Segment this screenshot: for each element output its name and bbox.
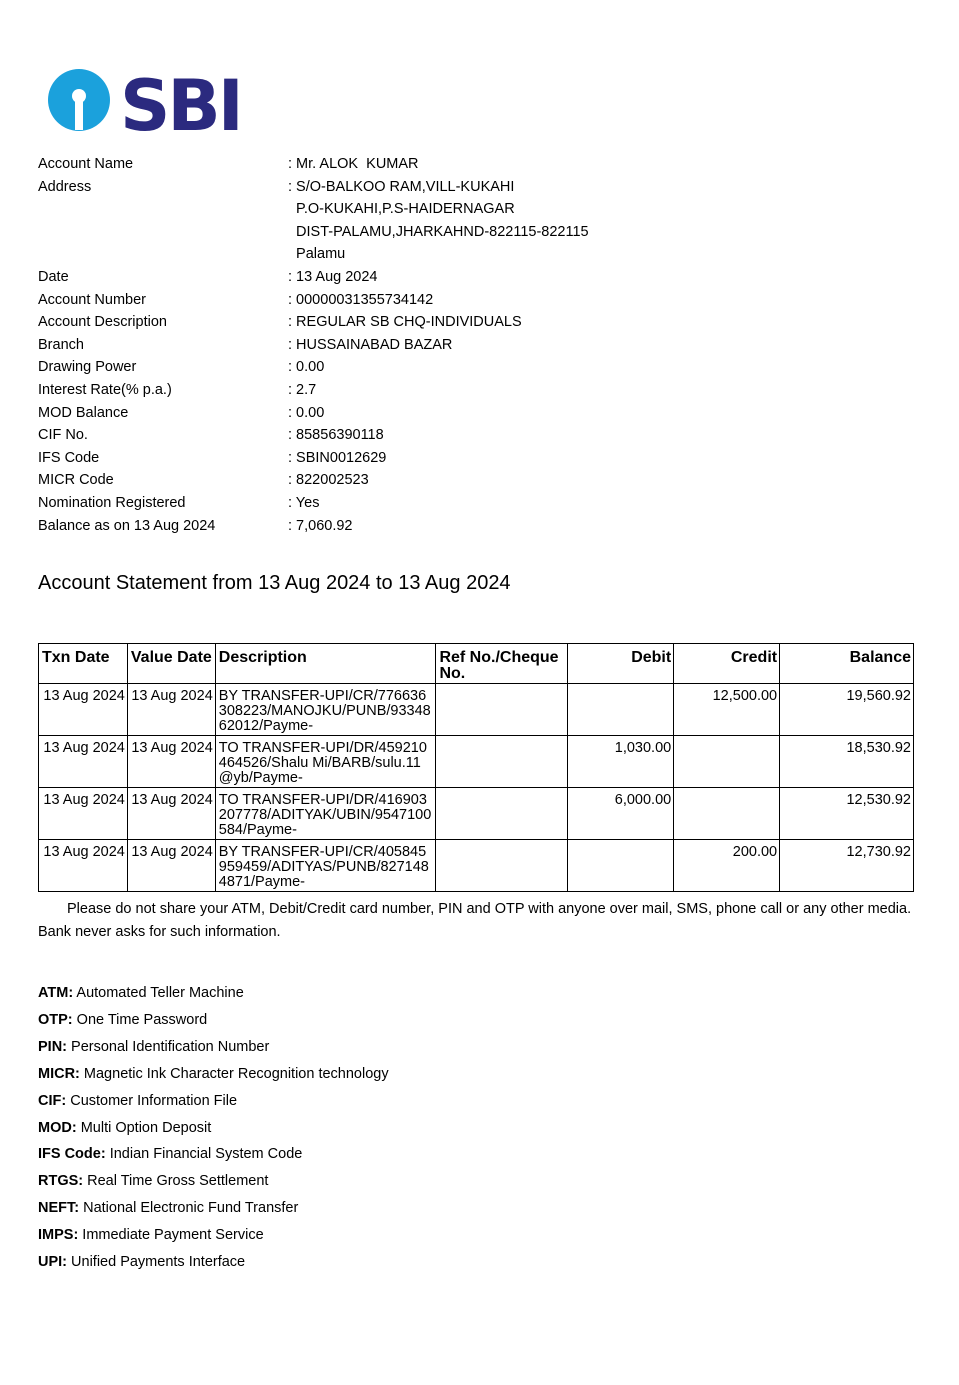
info-label: IFS Code bbox=[38, 449, 100, 466]
value-date-cell: 13 Aug 2024 bbox=[127, 788, 215, 840]
info-value-line: : S/O-BALKOO RAM,VILL-KUKAHI bbox=[288, 178, 515, 195]
glossary-definition: Indian Financial System Code bbox=[105, 1146, 303, 1163]
table-header-row bbox=[39, 644, 914, 684]
info-label: Branch bbox=[38, 336, 84, 353]
glossary-term: CIF: bbox=[38, 1092, 67, 1109]
col-header-debit: Debit bbox=[568, 644, 674, 684]
info-row bbox=[38, 492, 589, 515]
glossary-item bbox=[38, 1034, 389, 1061]
txn-date-cell: 13 Aug 2024 bbox=[39, 736, 128, 788]
info-row bbox=[38, 469, 589, 492]
info-row bbox=[38, 402, 589, 425]
txn-date-cell: 13 Aug 2024 bbox=[39, 788, 128, 840]
glossary-item bbox=[38, 1168, 389, 1195]
info-value-line: P.O-KUKAHI,P.S-HAIDERNAGAR bbox=[288, 201, 515, 218]
balance-cell: 18,530.92 bbox=[780, 736, 914, 788]
glossary-term: PIN: bbox=[38, 1038, 67, 1055]
description-cell bbox=[215, 840, 436, 892]
value-date-cell: 13 Aug 2024 bbox=[127, 684, 215, 736]
description-text: BY TRANSFER-UPI/CR/776636308223/MANOJKU/PUNB/9334862012/Payme- bbox=[218, 689, 431, 734]
table-row bbox=[39, 840, 914, 892]
info-row bbox=[38, 334, 589, 357]
info-value: : 7,060.92 bbox=[288, 517, 353, 534]
debit-cell: 1,030.00 bbox=[568, 736, 674, 788]
security-notice: Please do not share your ATM, Debit/Credit card number, PIN and OTP with anyone over mail, SMS, phone call or any other media. Bank never asks for such information. bbox=[38, 901, 912, 940]
glossary-definition: Real Time Gross Settlement bbox=[83, 1173, 269, 1190]
col-header-credit: Credit bbox=[674, 644, 780, 684]
glossary-term: ATM: bbox=[38, 985, 74, 1001]
col-header-balance: Balance bbox=[780, 644, 914, 684]
info-label: Drawing Power bbox=[38, 359, 137, 376]
info-row bbox=[38, 515, 589, 538]
info-label: Address bbox=[38, 178, 92, 195]
glossary-term: UPI: bbox=[38, 1254, 67, 1271]
glossary-term: NEFT: bbox=[38, 1200, 80, 1217]
glossary-definition: Automated Teller Machine bbox=[73, 985, 244, 1001]
info-value: : 2.7 bbox=[288, 381, 317, 398]
debit-cell: 6,000.00 bbox=[568, 788, 674, 840]
info-row bbox=[38, 311, 589, 334]
description-cell bbox=[215, 788, 436, 840]
info-label: CIF No. bbox=[38, 427, 88, 444]
info-label: Interest Rate(% p.a.) bbox=[38, 381, 172, 398]
info-label: Account Number bbox=[38, 291, 146, 308]
col-header-txn-date: Txn Date bbox=[39, 644, 128, 684]
info-label: Account Name bbox=[38, 156, 134, 172]
debit-cell bbox=[568, 684, 674, 736]
info-label: Nomination Registered bbox=[38, 494, 186, 511]
glossary-term: RTGS: bbox=[38, 1173, 84, 1190]
info-row bbox=[38, 153, 589, 176]
col-header-description: Description bbox=[215, 644, 436, 684]
table-row bbox=[39, 788, 914, 840]
info-row bbox=[38, 289, 589, 312]
value-date-cell: 13 Aug 2024 bbox=[127, 840, 215, 892]
glossary-definition: Multi Option Deposit bbox=[76, 1119, 212, 1136]
info-row bbox=[38, 424, 589, 447]
table-row bbox=[39, 684, 914, 736]
info-row bbox=[38, 356, 589, 379]
glossary-item bbox=[38, 1222, 389, 1249]
glossary-definition: One Time Password bbox=[72, 1011, 208, 1028]
description-text: TO TRANSFER-UPI/DR/459210464526/Shalu Mi/BARB/sulu.11@yb/Payme- bbox=[218, 741, 427, 786]
ref-no-cell bbox=[436, 736, 568, 788]
info-value-line: DIST-PALAMU,JHARKAHND-822115-822115 bbox=[288, 223, 589, 240]
glossary-definition: Customer Information File bbox=[66, 1092, 238, 1109]
glossary-term: OTP: bbox=[38, 1011, 73, 1028]
glossary-term: MICR: bbox=[38, 1065, 80, 1082]
txn-date-cell: 13 Aug 2024 bbox=[39, 684, 128, 736]
glossary-definition: Magnetic Ink Character Recognition technology bbox=[79, 1065, 389, 1082]
description-cell bbox=[215, 684, 436, 736]
description-text: TO TRANSFER-UPI/DR/416903207778/ADITYAK/UBIN/9547100584/Payme- bbox=[218, 793, 432, 838]
glossary-item bbox=[38, 1195, 389, 1222]
info-value: : 0.00 bbox=[288, 359, 325, 376]
txn-date-cell: 13 Aug 2024 bbox=[39, 840, 128, 892]
balance-cell: 12,730.92 bbox=[780, 840, 914, 892]
ref-no-cell bbox=[436, 788, 568, 840]
info-value: : REGULAR SB CHQ-INDIVIDUALS bbox=[288, 314, 522, 331]
info-value: : 85856390118 bbox=[288, 427, 384, 444]
glossary bbox=[38, 980, 389, 1276]
info-row bbox=[38, 447, 589, 470]
credit-cell: 12,500.00 bbox=[674, 684, 780, 736]
balance-cell: 19,560.92 bbox=[780, 684, 914, 736]
info-value: : 00000031355734142 bbox=[288, 291, 434, 308]
glossary-definition: Immediate Payment Service bbox=[78, 1227, 264, 1244]
info-value-line: Palamu bbox=[288, 246, 346, 263]
info-value: : Mr. ALOK KUMAR bbox=[288, 156, 419, 172]
info-value: : Yes bbox=[288, 494, 320, 511]
info-value: : SBIN0012629 bbox=[288, 449, 387, 466]
sbi-logo bbox=[46, 64, 246, 140]
glossary-item bbox=[38, 1088, 389, 1115]
glossary-term: IMPS: bbox=[38, 1227, 79, 1244]
col-header-ref-no: Ref No./Cheque No. bbox=[436, 644, 568, 684]
glossary-item bbox=[38, 1007, 389, 1034]
info-label: MICR Code bbox=[38, 472, 114, 489]
info-value: : HUSSAINABAD BAZAR bbox=[288, 336, 453, 353]
account-info bbox=[38, 153, 589, 537]
info-label: MOD Balance bbox=[38, 404, 129, 421]
info-value: : 822002523 bbox=[288, 472, 369, 489]
credit-cell bbox=[674, 736, 780, 788]
info-value bbox=[288, 176, 589, 266]
glossary-term: MOD: bbox=[38, 1119, 77, 1136]
glossary-term: IFS Code: bbox=[38, 1146, 106, 1163]
info-value: : 13 Aug 2024 bbox=[288, 268, 378, 285]
info-row bbox=[38, 266, 589, 289]
sbi-logo-graphic bbox=[46, 64, 246, 140]
credit-cell: 200.00 bbox=[674, 840, 780, 892]
col-header-value-date: Value Date bbox=[127, 644, 215, 684]
glossary-item bbox=[38, 980, 389, 1007]
ref-no-cell bbox=[436, 840, 568, 892]
debit-cell bbox=[568, 840, 674, 892]
info-label: Account Description bbox=[38, 314, 167, 331]
info-row bbox=[38, 379, 589, 402]
description-text: BY TRANSFER-UPI/CR/405845959459/ADITYAS/PUNB/8271484871/Payme- bbox=[218, 845, 429, 890]
glossary-item bbox=[38, 1061, 389, 1088]
info-row bbox=[38, 176, 589, 266]
description-cell bbox=[215, 736, 436, 788]
glossary-item bbox=[38, 1141, 389, 1168]
credit-cell bbox=[674, 788, 780, 840]
info-label: Balance as on 13 Aug 2024 bbox=[38, 517, 216, 534]
statement-title: Account Statement from 13 Aug 2024 to 13 Aug 2024 bbox=[38, 572, 511, 594]
balance-cell: 12,530.92 bbox=[780, 788, 914, 840]
info-value: : 0.00 bbox=[288, 404, 325, 421]
glossary-definition: Unified Payments Interface bbox=[67, 1254, 246, 1271]
sbi-logo-text: SBI bbox=[120, 65, 241, 140]
glossary-item bbox=[38, 1115, 389, 1142]
ref-no-cell bbox=[436, 684, 568, 736]
glossary-definition: Personal Identification Number bbox=[67, 1038, 270, 1055]
table-row bbox=[39, 736, 914, 788]
info-label: Date bbox=[38, 268, 69, 285]
transactions-table bbox=[38, 643, 914, 892]
glossary-definition: National Electronic Fund Transfer bbox=[79, 1200, 299, 1217]
glossary-item bbox=[38, 1249, 389, 1276]
value-date-cell: 13 Aug 2024 bbox=[127, 736, 215, 788]
